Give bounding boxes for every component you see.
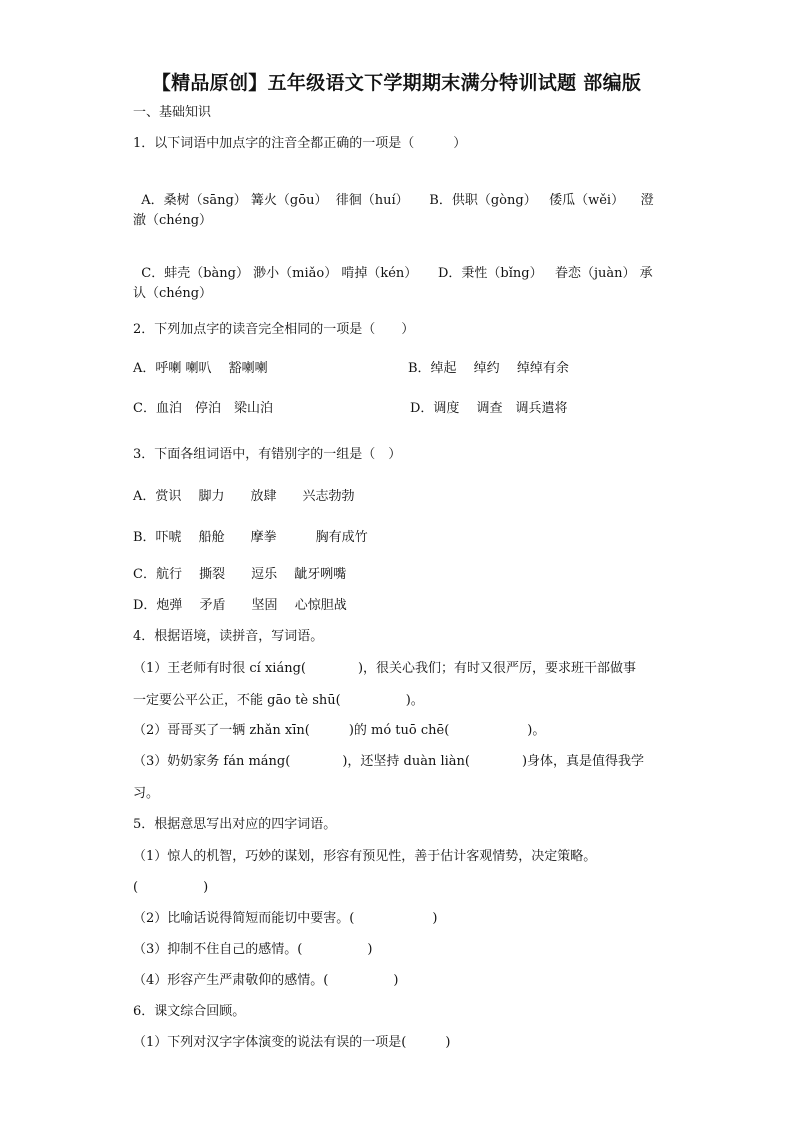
- q1-option-c-item-2: 渺小（miǎo）: [253, 266, 338, 281]
- q6-part-1: （1）下列对汉字字体演变的说法有误的一项是( ): [133, 1035, 451, 1050]
- q3-stem: 3．下面各组词语中，有错别字的一组是（ ）: [133, 447, 402, 462]
- q1-option-c-item-1: 蚌壳（bàng）: [164, 266, 249, 281]
- document-title: 【精品原创】五年级语文下学期期末满分特训试题 部编版: [151, 72, 642, 94]
- q1-option-c-label: C．: [141, 266, 165, 281]
- q1-options-a-b: [133, 174, 654, 210]
- q1-option-d-item-3: 承: [639, 266, 653, 281]
- q3-option-a: A．赏识 脚力 放肆 兴志勃勃: [133, 489, 355, 504]
- q3-option-c: C．航行 撕裂 逗乐 龇牙咧嘴: [133, 567, 347, 582]
- q5-part-2: （2）比喻话说得简短而能切中要害。( ): [133, 911, 438, 926]
- q3-option-d: D．炮弹 矛盾 坚固 心惊胆战: [133, 598, 347, 613]
- q4-part-2: （2）哥哥买了一辆 zhǎn xīn( )的 mó tuō chē( )。: [133, 723, 546, 738]
- q1-option-a-item-1: 桑树（sāng）: [163, 193, 247, 208]
- q4-part-1-continued: 一定要公平公正，不能 gāo tè shū( )。: [133, 693, 424, 708]
- q1-option-b-continued: 澈（chéng）: [133, 213, 213, 228]
- q5-part-3: （3）抑制不住自己的感情。( ): [133, 942, 373, 957]
- q2-option-b: B．绰起 绰约 绰绰有余: [408, 361, 569, 376]
- q5-part-4: （4）形容产生严肃敬仰的感情。( ): [133, 973, 399, 988]
- q1-option-d-continued: 认（chéng）: [133, 286, 213, 301]
- q1-option-b-item-2: 倭瓜（wěi）: [549, 193, 625, 208]
- q4-part-1: （1）王老师有时很 cí xiáng( )，很关心我们；有时又很严厉，要求班干部做事: [133, 661, 637, 676]
- q5-stem: 5．根据意思写出对应的四字词语。: [133, 817, 337, 832]
- q4-stem: 4．根据语境，读拼音，写词语。: [133, 629, 324, 644]
- q1-option-d-label: D．: [437, 266, 462, 281]
- q3-option-b: B．吓唬 船舱 摩拳 胸有成竹: [133, 530, 368, 545]
- q1-option-a-item-3: 徘徊（huí）: [335, 193, 409, 208]
- q2-option-c: C．血泊 停泊 梁山泊: [133, 401, 273, 416]
- q1-options-c-d: [133, 247, 653, 283]
- q1-option-d-item-1: 秉性（bǐng）: [461, 266, 543, 281]
- q5-part-1-answer-blank: ( ): [133, 880, 209, 895]
- q1-stem: 1．以下词语中加点字的注音全都正确的一项是（ ）: [133, 136, 467, 151]
- q1-option-b-item-3: 澄: [640, 193, 654, 208]
- q1-option-a-label: A．: [141, 193, 164, 208]
- q4-part-3-continued: 习。: [133, 786, 160, 801]
- q2-stem: 2．下列加点字的读音完全相同的一项是（ ）: [133, 322, 415, 337]
- q1-option-b-item-1: 供职（gòng）: [451, 193, 537, 208]
- q1-option-c-item-3: 啃掉（kén）: [341, 266, 418, 281]
- q2-option-a: A．呼喇 喇叭 豁喇喇: [133, 361, 268, 376]
- q5-part-1: （1）惊人的机智，巧妙的谋划，形容有预见性，善于估计客观情势，决定策略。: [133, 849, 597, 864]
- q1-option-a-item-2: 篝火（gōu）: [250, 193, 328, 208]
- q4-part-3: （3）奶奶家务 fán máng( )，还坚持 duàn liàn( )身体，真是值得我学: [133, 754, 645, 769]
- q1-option-b-label: B．: [429, 193, 452, 208]
- q2-option-d: D．调度 调查 调兵遣将: [410, 401, 568, 416]
- q6-stem: 6．课文综合回顾。: [133, 1004, 246, 1019]
- q1-option-d-item-2: 眷恋（juàn）: [555, 266, 636, 281]
- section-heading: 一、基础知识: [133, 105, 212, 120]
